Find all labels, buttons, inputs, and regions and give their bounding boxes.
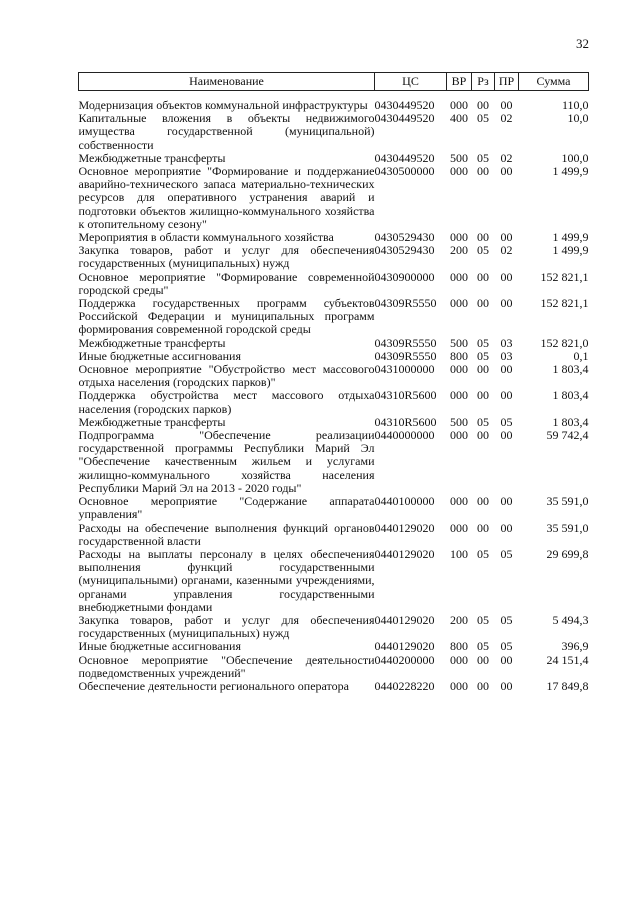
cell-vr: 000 <box>450 269 468 284</box>
cell-cs: 0430529430 <box>374 230 435 245</box>
cell-sum: 1 499,9 <box>552 243 589 258</box>
cell-cs: 0440100000 <box>374 494 435 509</box>
cell-name: Межбюджетные трансферты <box>78 414 226 429</box>
cell-name: Подпрограмма "Обеспечение реализации государственной программы Республики Марий Эл "Обеспечение качественным жильем и услугами жилищно-коммунального хозяйства населения Республики Марий Эл на 2013 - 2020 годы" <box>78 428 375 495</box>
cell-name: Основное мероприятие "Обустройство мест массового отдыха населения (городских парков)" <box>78 362 375 390</box>
cell-name: Расходы на выплаты персоналу в целях обеспечения выполнения функций государственными (муниципальными) органами, казенными учреждениями, органами управления государственными внебюджетными фондами <box>78 546 375 614</box>
cell-vr: 400 <box>450 111 468 126</box>
cell-vr: 000 <box>450 520 468 535</box>
cell-rz: 00 <box>477 164 489 179</box>
cell-sum: 152 821,0 <box>540 335 589 350</box>
cell-pr: 02 <box>500 150 513 165</box>
cell-rz: 00 <box>477 652 489 667</box>
table-header-row <box>79 73 589 91</box>
cell-rz: 05 <box>477 111 489 126</box>
cell-name: Иные бюджетные ассигнования <box>78 639 241 654</box>
cell-rz: 05 <box>477 414 489 429</box>
table-row <box>79 548 589 614</box>
cell-pr: 00 <box>500 520 513 535</box>
cell-sum: 1 803,4 <box>552 414 589 429</box>
cell-sum: 5 494,3 <box>552 612 589 627</box>
cell-name: Межбюджетные трансферты <box>78 150 226 165</box>
table-row <box>79 91 589 113</box>
cell-sum: 17 849,8 <box>546 678 589 693</box>
cell-rz: 00 <box>477 678 489 693</box>
cell-pr: 00 <box>500 230 513 245</box>
cell-cs: 0440228220 <box>374 678 435 693</box>
cell-cs: 0440000000 <box>374 428 435 443</box>
cell-pr: 03 <box>500 335 513 350</box>
cell-vr: 200 <box>450 612 468 627</box>
cell-name: Иные бюджетные ассигнования <box>78 348 241 363</box>
cell-cs: 0430900000 <box>374 269 435 284</box>
header-pr: ПР <box>495 73 519 91</box>
cell-rz: 05 <box>477 150 489 165</box>
cell-rz: 00 <box>477 494 489 509</box>
cell-name: Основное мероприятие "Формирование и поддержание аварийно-технического запаса материально-технических ресурсов для оперативного устранения аварий и подготовки объектов жилищно-коммунального хозяйства к отопительному сезону" <box>78 164 375 231</box>
cell-pr: 02 <box>500 243 513 258</box>
cell-pr: 05 <box>500 414 513 429</box>
cell-name: Модернизация объектов коммунальной инфраструктуры <box>78 98 368 112</box>
cell-cs: 04309R5550 <box>374 348 437 363</box>
cell-rz: 05 <box>477 348 489 363</box>
cell-pr: 00 <box>500 296 513 311</box>
table-row <box>79 522 589 548</box>
cell-vr: 800 <box>450 639 468 654</box>
cell-name: Основное мероприятие "Обеспечение деятельности подведомственных учреждений" <box>78 652 375 680</box>
cell-sum: 10,0 <box>567 111 589 126</box>
page-number: 32 <box>576 36 589 51</box>
cell-vr: 000 <box>450 362 468 377</box>
cell-name: Закупка товаров, работ и услуг для обеспечения государственных (муниципальных) нужд <box>78 612 375 641</box>
table-row <box>79 495 589 521</box>
header-cs: ЦС <box>375 73 447 91</box>
table-row <box>79 363 589 389</box>
cell-sum: 152 821,1 <box>540 296 589 311</box>
cell-cs: 04309R5550 <box>374 335 437 350</box>
table-row <box>79 244 589 270</box>
cell-name: Капитальные вложения в объекты недвижимого имущества государственной (муниципальной) собственности <box>78 111 375 152</box>
cell-name: Мероприятия в области коммунального хозяйства <box>78 230 334 245</box>
cell-name: Поддержка государственных программ субъектов Российской Федерации и муниципальных программ формирования современной городской среды <box>78 296 375 337</box>
table-row <box>79 680 589 693</box>
table-row <box>79 271 589 297</box>
cell-vr: 000 <box>450 98 468 112</box>
cell-cs: 0440129020 <box>374 639 435 654</box>
cell-cs: 0440129020 <box>374 520 435 535</box>
cell-cs: 0430449520 <box>374 111 435 126</box>
cell-name: Расходы на обеспечение выполнения функций органов государственной власти <box>78 520 375 548</box>
cell-vr: 800 <box>450 348 468 363</box>
cell-vr: 500 <box>450 335 468 350</box>
cell-sum: 100,0 <box>561 150 589 165</box>
cell-rz: 00 <box>477 520 489 535</box>
cell-vr: 200 <box>450 243 468 258</box>
cell-cs: 0440129020 <box>374 546 435 561</box>
cell-cs: 0430449520 <box>374 150 435 165</box>
cell-pr: 00 <box>500 494 513 509</box>
cell-sum: 1 499,9 <box>552 164 589 179</box>
cell-rz: 00 <box>477 362 489 377</box>
table-row <box>79 640 589 653</box>
cell-pr: 00 <box>500 388 513 403</box>
cell-pr: 00 <box>500 164 513 179</box>
table-row <box>79 337 589 350</box>
cell-rz: 05 <box>477 639 489 654</box>
cell-name: Межбюджетные трансферты <box>78 335 226 350</box>
cell-name: Основное мероприятие "Формирование современной городской среды" <box>78 269 375 297</box>
budget-table <box>78 72 589 693</box>
table-row <box>79 654 589 680</box>
cell-pr: 05 <box>500 612 513 627</box>
cell-cs: 0440200000 <box>374 652 435 667</box>
table-row <box>79 389 589 415</box>
cell-rz: 00 <box>477 296 489 311</box>
table-body <box>79 91 589 694</box>
cell-cs: 0431000000 <box>374 362 435 377</box>
cell-cs: 0440129020 <box>374 612 435 627</box>
cell-cs: 0430500000 <box>374 164 435 179</box>
header-rz: Рз <box>472 73 495 91</box>
table-row <box>79 297 589 337</box>
cell-cs: 04310R5600 <box>374 388 437 403</box>
cell-name: Обеспечение деятельности регионального оператора <box>78 678 349 693</box>
cell-rz: 05 <box>477 243 489 258</box>
cell-sum: 152 821,1 <box>540 269 589 284</box>
cell-rz: 00 <box>477 388 489 403</box>
cell-pr: 00 <box>500 652 513 667</box>
cell-sum: 396,9 <box>561 639 589 654</box>
table-row <box>79 165 589 231</box>
cell-rz: 00 <box>477 230 489 245</box>
cell-cs: 04309R5550 <box>374 296 437 311</box>
table-row <box>79 112 589 152</box>
cell-vr: 000 <box>450 230 468 245</box>
cell-pr: 05 <box>500 546 513 561</box>
cell-vr: 500 <box>450 150 468 165</box>
cell-pr: 00 <box>500 98 513 112</box>
cell-rz: 00 <box>477 269 489 284</box>
cell-rz: 05 <box>477 546 489 561</box>
cell-cs: 04310R5600 <box>374 414 437 429</box>
cell-vr: 000 <box>450 428 468 443</box>
cell-vr: 000 <box>450 652 468 667</box>
cell-pr: 02 <box>500 111 513 126</box>
cell-name: Закупка товаров, работ и услуг для обеспечения государственных (муниципальных) нужд <box>78 243 375 271</box>
cell-vr: 500 <box>450 414 468 429</box>
table-row <box>79 614 589 640</box>
cell-sum: 1 499,9 <box>552 230 589 245</box>
cell-vr: 000 <box>450 388 468 403</box>
cell-sum: 0,1 <box>573 348 589 363</box>
cell-vr: 000 <box>450 678 468 693</box>
cell-vr: 000 <box>450 296 468 311</box>
cell-sum: 59 742,4 <box>546 428 589 443</box>
cell-rz: 00 <box>477 428 489 443</box>
cell-rz: 00 <box>477 98 489 112</box>
header-sum: Сумма <box>519 73 589 91</box>
cell-sum: 35 591,0 <box>546 494 589 509</box>
cell-vr: 000 <box>450 164 468 179</box>
cell-pr: 00 <box>500 678 513 693</box>
cell-pr: 03 <box>500 348 513 363</box>
cell-pr: 05 <box>500 639 513 654</box>
table-row <box>79 429 589 495</box>
header-name: Наименование <box>79 73 375 91</box>
cell-cs: 0430529430 <box>374 243 435 258</box>
cell-rz: 05 <box>477 335 489 350</box>
cell-sum: 110,0 <box>561 98 589 112</box>
cell-vr: 100 <box>450 546 468 561</box>
header-vr: ВР <box>447 73 472 91</box>
cell-sum: 35 591,0 <box>546 520 589 535</box>
cell-name: Основное мероприятие "Содержание аппарата управления" <box>78 494 375 522</box>
cell-sum: 29 699,8 <box>546 546 589 561</box>
cell-rz: 05 <box>477 612 489 627</box>
cell-sum: 24 151,4 <box>546 652 589 667</box>
cell-cs: 0430449520 <box>374 98 435 112</box>
cell-pr: 00 <box>500 269 513 284</box>
cell-sum: 1 803,4 <box>552 388 589 403</box>
cell-pr: 00 <box>500 428 513 443</box>
cell-vr: 000 <box>450 494 468 509</box>
cell-sum: 1 803,4 <box>552 362 589 377</box>
cell-name: Поддержка обустройства мест массового отдыха населения (городских парков) <box>78 388 375 416</box>
cell-pr: 00 <box>500 362 513 377</box>
